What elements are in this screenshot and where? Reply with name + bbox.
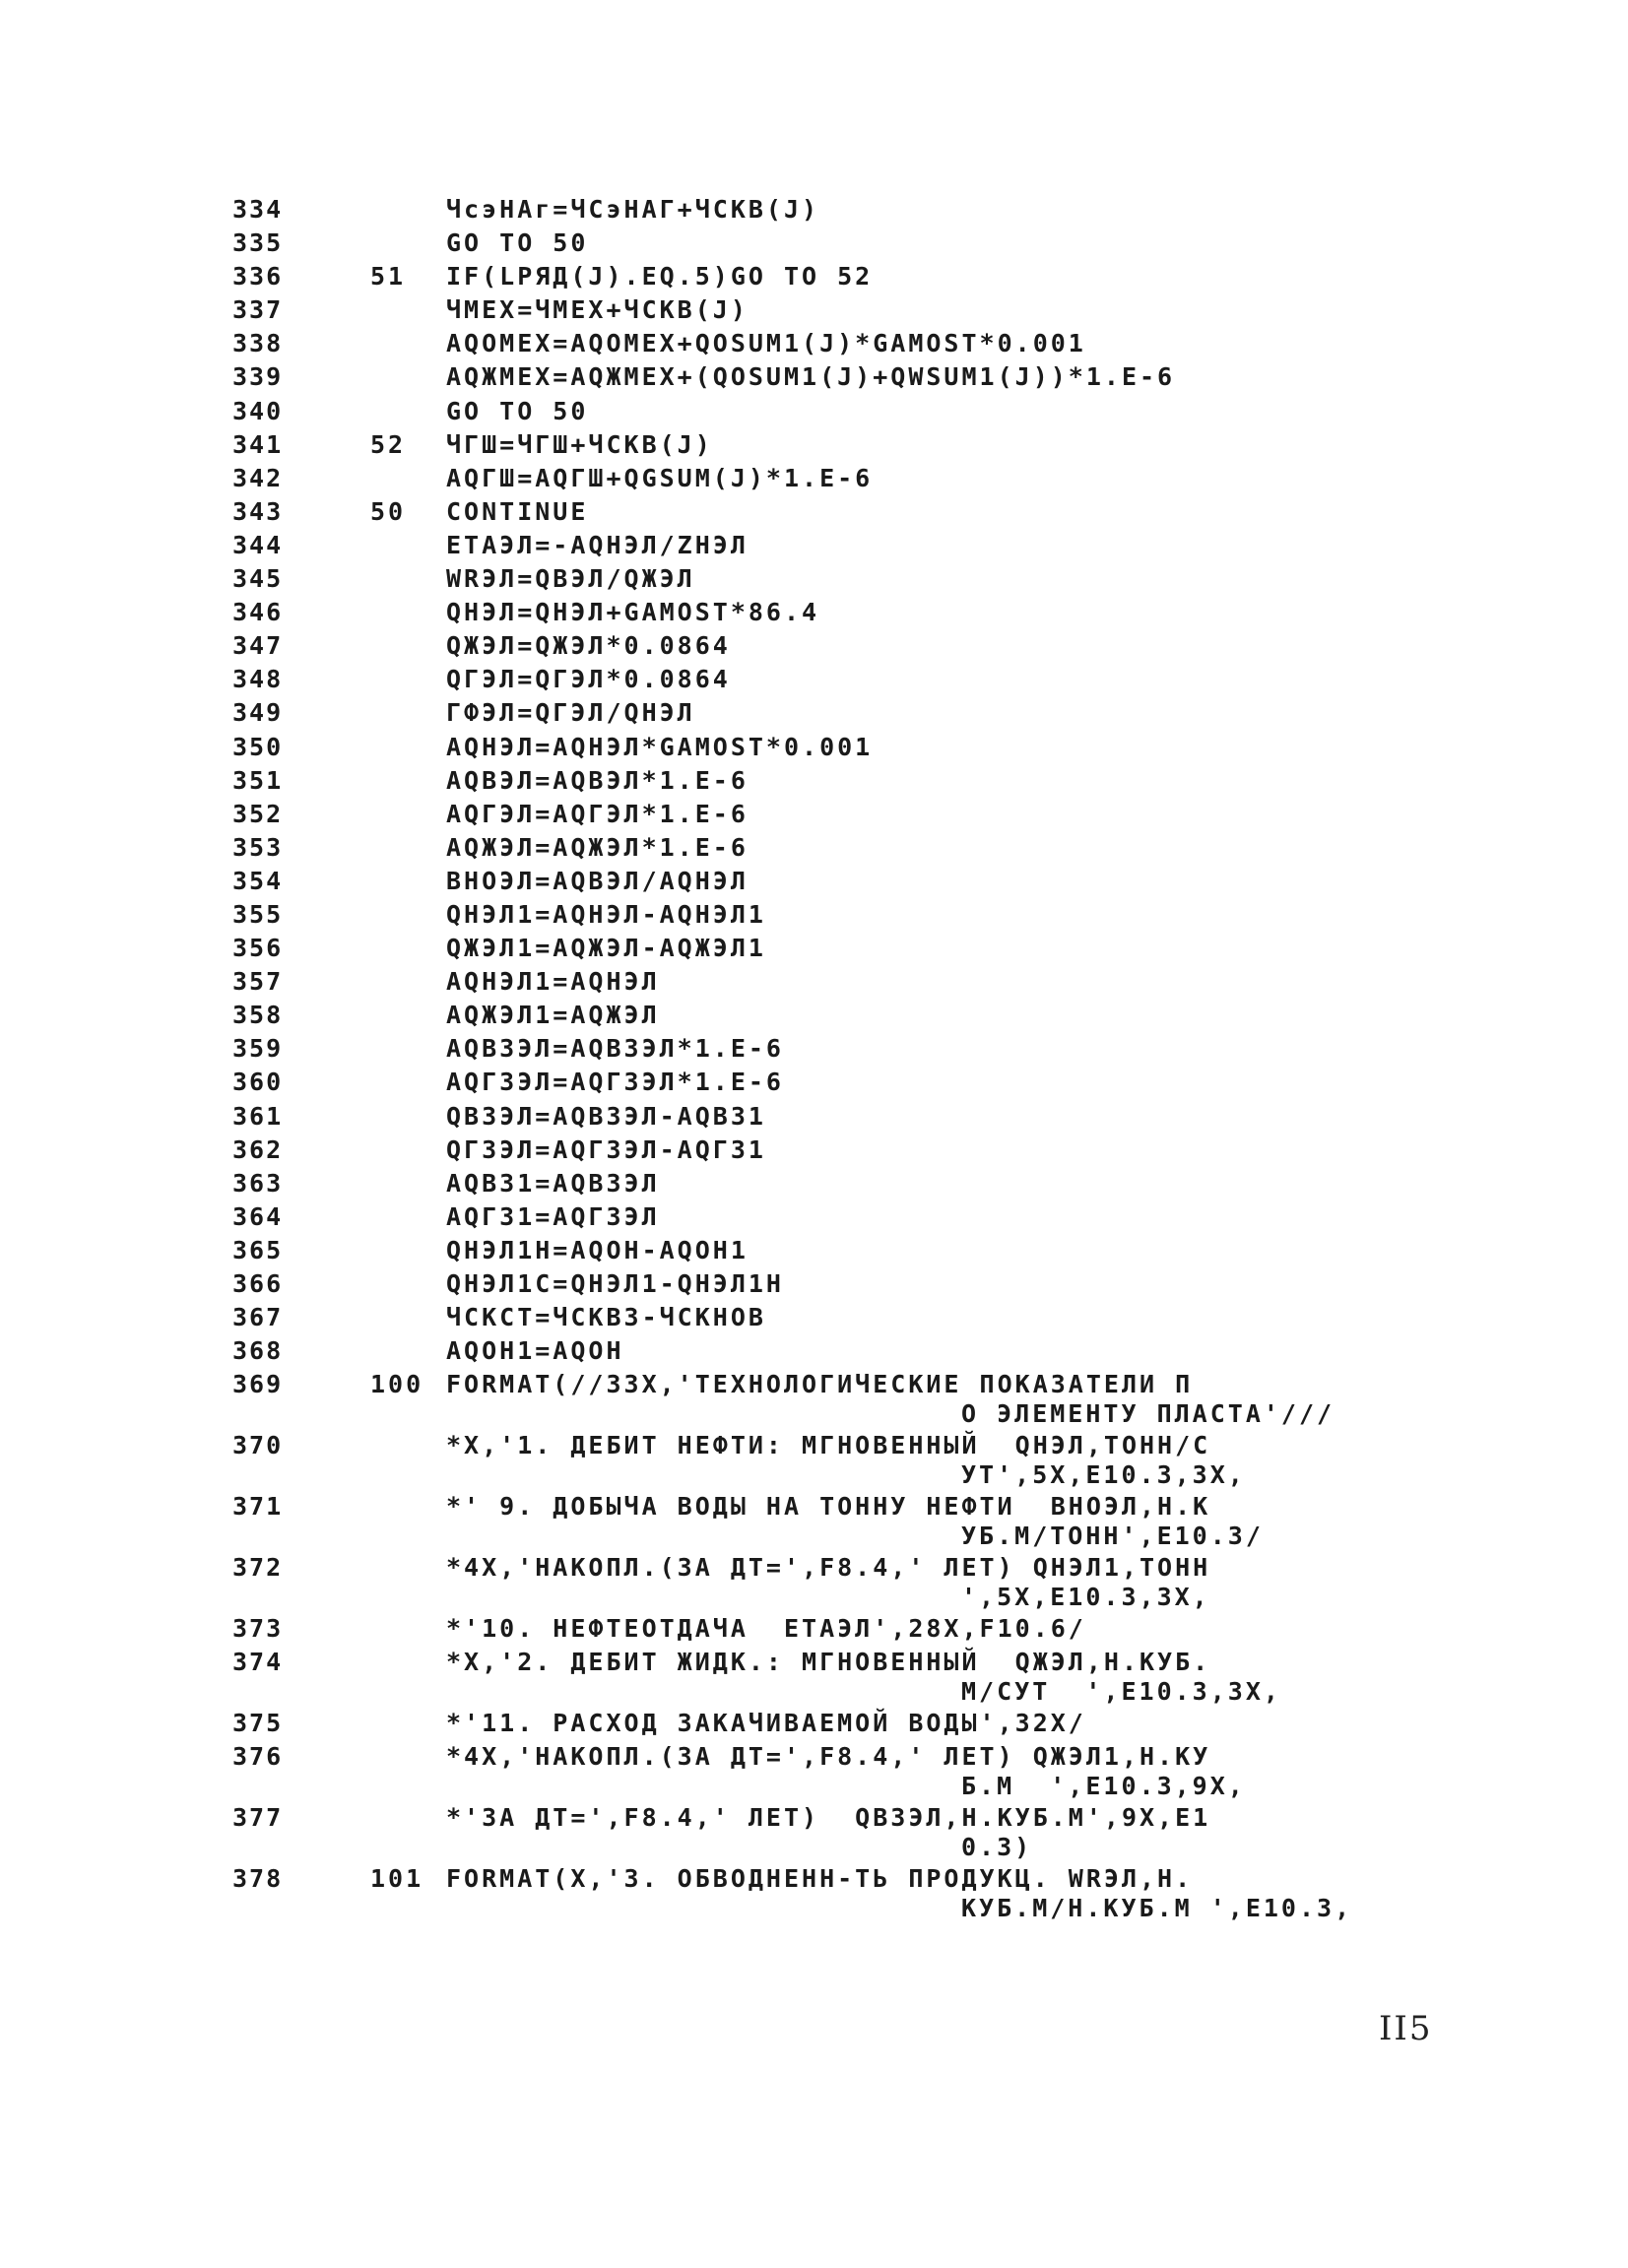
line-number: 357 <box>232 967 284 997</box>
code-line <box>232 531 1473 564</box>
code-text: IF(LРЯД(J).EQ.5)GO TO 52 <box>446 262 874 292</box>
statement-label: 100 <box>370 1370 424 1399</box>
code-text: AQВЗЭЛ=AQВЗЭЛ*1.E-6 <box>446 1034 784 1064</box>
code-line <box>232 195 1473 228</box>
code-line <box>232 497 1473 531</box>
code-line <box>232 1431 1473 1492</box>
statement-label: 51 <box>370 262 407 292</box>
code-text: *X,'2. ДЕБИТ ЖИДК.: МГНОВЕННЫЙ QЖЭЛ,Н.КУБ. <box>446 1648 1211 1677</box>
code-line <box>232 1269 1473 1303</box>
code-line <box>232 800 1473 833</box>
line-number: 371 <box>232 1492 284 1522</box>
line-number: 370 <box>232 1431 284 1460</box>
code-text: AQНЭЛ=AQНЭЛ*GAMOST*0.001 <box>446 732 874 761</box>
code-line <box>232 1709 1473 1742</box>
code-continuation: ',5X,E10.3,3X, <box>961 1583 1210 1612</box>
code-text: QЖЭЛ1=AQЖЭЛ-AQЖЭЛ1 <box>446 934 766 963</box>
line-number: 375 <box>232 1709 284 1738</box>
code-line <box>232 665 1473 698</box>
code-text: QЖЭЛ=QЖЭЛ*0.0864 <box>446 631 731 661</box>
statement-label: 101 <box>370 1864 424 1894</box>
code-continuation: Б.М ',E10.3,9X, <box>961 1772 1246 1801</box>
code-line <box>232 1303 1473 1336</box>
code-text: AQЖЭЛ=AQЖЭЛ*1.E-6 <box>446 832 749 862</box>
line-number: 346 <box>232 598 284 627</box>
line-number: 350 <box>232 732 284 761</box>
code-line <box>232 1742 1473 1803</box>
line-number: 360 <box>232 1068 284 1097</box>
code-text: ГФЭЛ=QГЭЛ/QНЭЛ <box>446 698 695 728</box>
code-line <box>232 464 1473 497</box>
code-text: AQЖЭЛ1=AQЖЭЛ <box>446 1001 660 1030</box>
statement-label: 50 <box>370 496 407 526</box>
line-number: 335 <box>232 228 284 258</box>
line-number: 351 <box>232 765 284 795</box>
code-text: *'11. РАСХОД ЗАКАЧИВАЕМОЙ ВОДЫ',32X/ <box>446 1709 1086 1738</box>
code-line <box>232 1864 1473 1925</box>
code-line <box>232 1492 1473 1553</box>
code-continuation: 0.3) <box>961 1833 1033 1862</box>
line-number: 336 <box>232 262 284 292</box>
code-text: QНЭЛ=QНЭЛ+GAMOST*86.4 <box>446 598 820 627</box>
line-number: 342 <box>232 463 284 492</box>
code-line <box>232 733 1473 766</box>
code-text: AQГШ=AQГШ+QGSUM(J)*1.E-6 <box>446 463 874 492</box>
code-text: QГЭЛ=QГЭЛ*0.0864 <box>446 665 731 694</box>
code-continuation: КУБ.М/Н.КУБ.М ',E10.3, <box>961 1894 1353 1923</box>
code-text: AQВЭЛ=AQВЭЛ*1.E-6 <box>446 765 749 795</box>
line-number: 334 <box>232 195 284 224</box>
code-line <box>232 1034 1473 1068</box>
code-line <box>232 228 1473 262</box>
code-text: ЧГШ=ЧГШ+ЧСКВ(J) <box>446 429 713 459</box>
code-text: QВЗЭЛ=AQВЗЭЛ-AQВЗ1 <box>446 1101 766 1131</box>
line-number: 356 <box>232 934 284 963</box>
code-line <box>232 1169 1473 1202</box>
code-line <box>232 1336 1473 1370</box>
line-number: 372 <box>232 1553 284 1583</box>
code-line <box>232 397 1473 430</box>
code-text: AQГЗЭЛ=AQГЗЭЛ*1.E-6 <box>446 1068 784 1097</box>
line-number: 376 <box>232 1742 284 1772</box>
code-line <box>232 1068 1473 1101</box>
line-number: 358 <box>232 1001 284 1030</box>
line-number: 353 <box>232 832 284 862</box>
code-line <box>232 766 1473 800</box>
code-text: *4X,'НАКОПЛ.(ЗА ДТ=',F8.4,' ЛЕТ) QНЭЛ1,ТОНН <box>446 1553 1211 1583</box>
statement-label: 52 <box>370 429 407 459</box>
code-line <box>232 362 1473 396</box>
code-text: QНЭЛ1=AQНЭЛ-AQНЭЛ1 <box>446 899 766 929</box>
fortran-listing <box>232 195 1473 1925</box>
code-text: AQГЗ1=AQГЗЭЛ <box>446 1201 660 1231</box>
code-line <box>232 564 1473 598</box>
line-number: 361 <box>232 1101 284 1131</box>
code-line <box>232 598 1473 631</box>
code-text: *'10. НЕФТЕОТДАЧА ЕТАЭЛ',28X,F10.6/ <box>446 1614 1086 1644</box>
line-number: 368 <box>232 1336 284 1366</box>
code-continuation: М/СУТ ',E10.3,3X, <box>961 1677 1281 1707</box>
line-number: 355 <box>232 899 284 929</box>
code-line <box>232 934 1473 967</box>
code-text: ЧсэНАг=ЧСэНАГ+ЧСКВ(J) <box>446 195 820 224</box>
line-number: 366 <box>232 1269 284 1298</box>
line-number: 354 <box>232 866 284 895</box>
line-number: 337 <box>232 295 284 325</box>
line-number: 352 <box>232 799 284 828</box>
line-number: 367 <box>232 1303 284 1332</box>
code-continuation: УБ.М/ТОНН',E10.3/ <box>961 1522 1264 1551</box>
code-line <box>232 329 1473 362</box>
code-line <box>232 1553 1473 1614</box>
code-line <box>232 1135 1473 1169</box>
code-line <box>232 698 1473 732</box>
line-number: 363 <box>232 1168 284 1198</box>
code-text: AQOMEX=AQOMEX+QOSUM1(J)*GAMOST*0.001 <box>446 329 1086 358</box>
page-number: II5 <box>1379 2009 1433 2048</box>
line-number: 345 <box>232 564 284 594</box>
line-number: 373 <box>232 1614 284 1644</box>
code-text: GO TO 50 <box>446 396 589 425</box>
code-text: *X,'1. ДЕБИТ НЕФТИ: МГНОВЕННЫЙ QНЭЛ,ТОНН/С <box>446 1431 1211 1460</box>
line-number: 364 <box>232 1201 284 1231</box>
code-text: *'ЗА ДТ=',F8.4,' ЛЕТ) QВЗЭЛ,Н.КУБ.М',9X,E1 <box>446 1803 1211 1833</box>
code-text: QНЭЛ1Н=AQOН-AQOН1 <box>446 1235 749 1264</box>
code-text: ЕТАЭЛ=-AQНЭЛ/ZНЭЛ <box>446 530 749 559</box>
code-text: AQГЭЛ=AQГЭЛ*1.E-6 <box>446 799 749 828</box>
code-text: *' 9. ДОБЫЧА ВОДЫ НА ТОННУ НЕФТИ ВНОЭЛ,Н.К <box>446 1492 1211 1522</box>
code-line <box>232 1102 1473 1135</box>
code-text: ЧСКСТ=ЧСКВЗ-ЧСКНОВ <box>446 1303 766 1332</box>
code-text: WRЭЛ=QВЭЛ/QЖЭЛ <box>446 564 695 594</box>
line-number: 343 <box>232 496 284 526</box>
code-continuation: УТ',5X,E10.3,3X, <box>961 1460 1246 1490</box>
code-text: AQВЗ1=AQВЗЭЛ <box>446 1168 660 1198</box>
code-text: AQНЭЛ1=AQНЭЛ <box>446 967 660 997</box>
line-number: 341 <box>232 429 284 459</box>
line-number: 344 <box>232 530 284 559</box>
code-line <box>232 1803 1473 1864</box>
code-text: ЧМЕХ=ЧМЕХ+ЧСКВ(J) <box>446 295 749 325</box>
code-text: GO TO 50 <box>446 228 589 258</box>
code-line <box>232 1648 1473 1709</box>
code-continuation: О ЭЛЕМЕНТУ ПЛАСТА'/// <box>961 1399 1335 1429</box>
code-line <box>232 262 1473 295</box>
line-number: 349 <box>232 698 284 728</box>
line-number: 347 <box>232 631 284 661</box>
line-number: 365 <box>232 1235 284 1264</box>
code-line <box>232 631 1473 665</box>
line-number: 369 <box>232 1370 284 1399</box>
code-line <box>232 900 1473 934</box>
line-number: 362 <box>232 1134 284 1164</box>
line-number: 377 <box>232 1803 284 1833</box>
code-line <box>232 833 1473 867</box>
code-text: QГЗЭЛ=AQГЗЭЛ-AQГЗ1 <box>446 1134 766 1164</box>
code-line <box>232 1202 1473 1236</box>
line-number: 348 <box>232 665 284 694</box>
code-line <box>232 295 1473 329</box>
code-line <box>232 430 1473 464</box>
code-line <box>232 967 1473 1001</box>
line-number: 340 <box>232 396 284 425</box>
code-line <box>232 1370 1473 1431</box>
code-text: *4X,'НАКОПЛ.(ЗА ДТ=',F8.4,' ЛЕТ) QЖЭЛ1,Н.КУ <box>446 1742 1211 1772</box>
code-line <box>232 1001 1473 1034</box>
line-number: 374 <box>232 1648 284 1677</box>
code-text: QНЭЛ1С=QНЭЛ1-QНЭЛ1Н <box>446 1269 784 1298</box>
code-text: AQOН1=AQOН <box>446 1336 624 1366</box>
code-line <box>232 1614 1473 1648</box>
code-line <box>232 867 1473 900</box>
line-number: 378 <box>232 1864 284 1894</box>
code-line <box>232 1236 1473 1269</box>
code-text: ВНОЭЛ=AQВЭЛ/AQНЭЛ <box>446 866 749 895</box>
line-number: 339 <box>232 362 284 392</box>
code-text: FORMAT(X,'3. ОБВОДНЕНН-ТЬ ПРОДУКЦ. WRЭЛ,Н. <box>446 1864 1194 1894</box>
code-text: FORMAT(//33X,'ТЕХНОЛОГИЧЕСКИЕ ПОКАЗАТЕЛИ П <box>446 1370 1194 1399</box>
code-text: AQЖMEX=AQЖMEX+(QOSUM1(J)+QWSUM1(J))*1.E-6 <box>446 362 1176 392</box>
line-number: 338 <box>232 329 284 358</box>
line-number: 359 <box>232 1034 284 1064</box>
code-text: CONTINUE <box>446 496 589 526</box>
